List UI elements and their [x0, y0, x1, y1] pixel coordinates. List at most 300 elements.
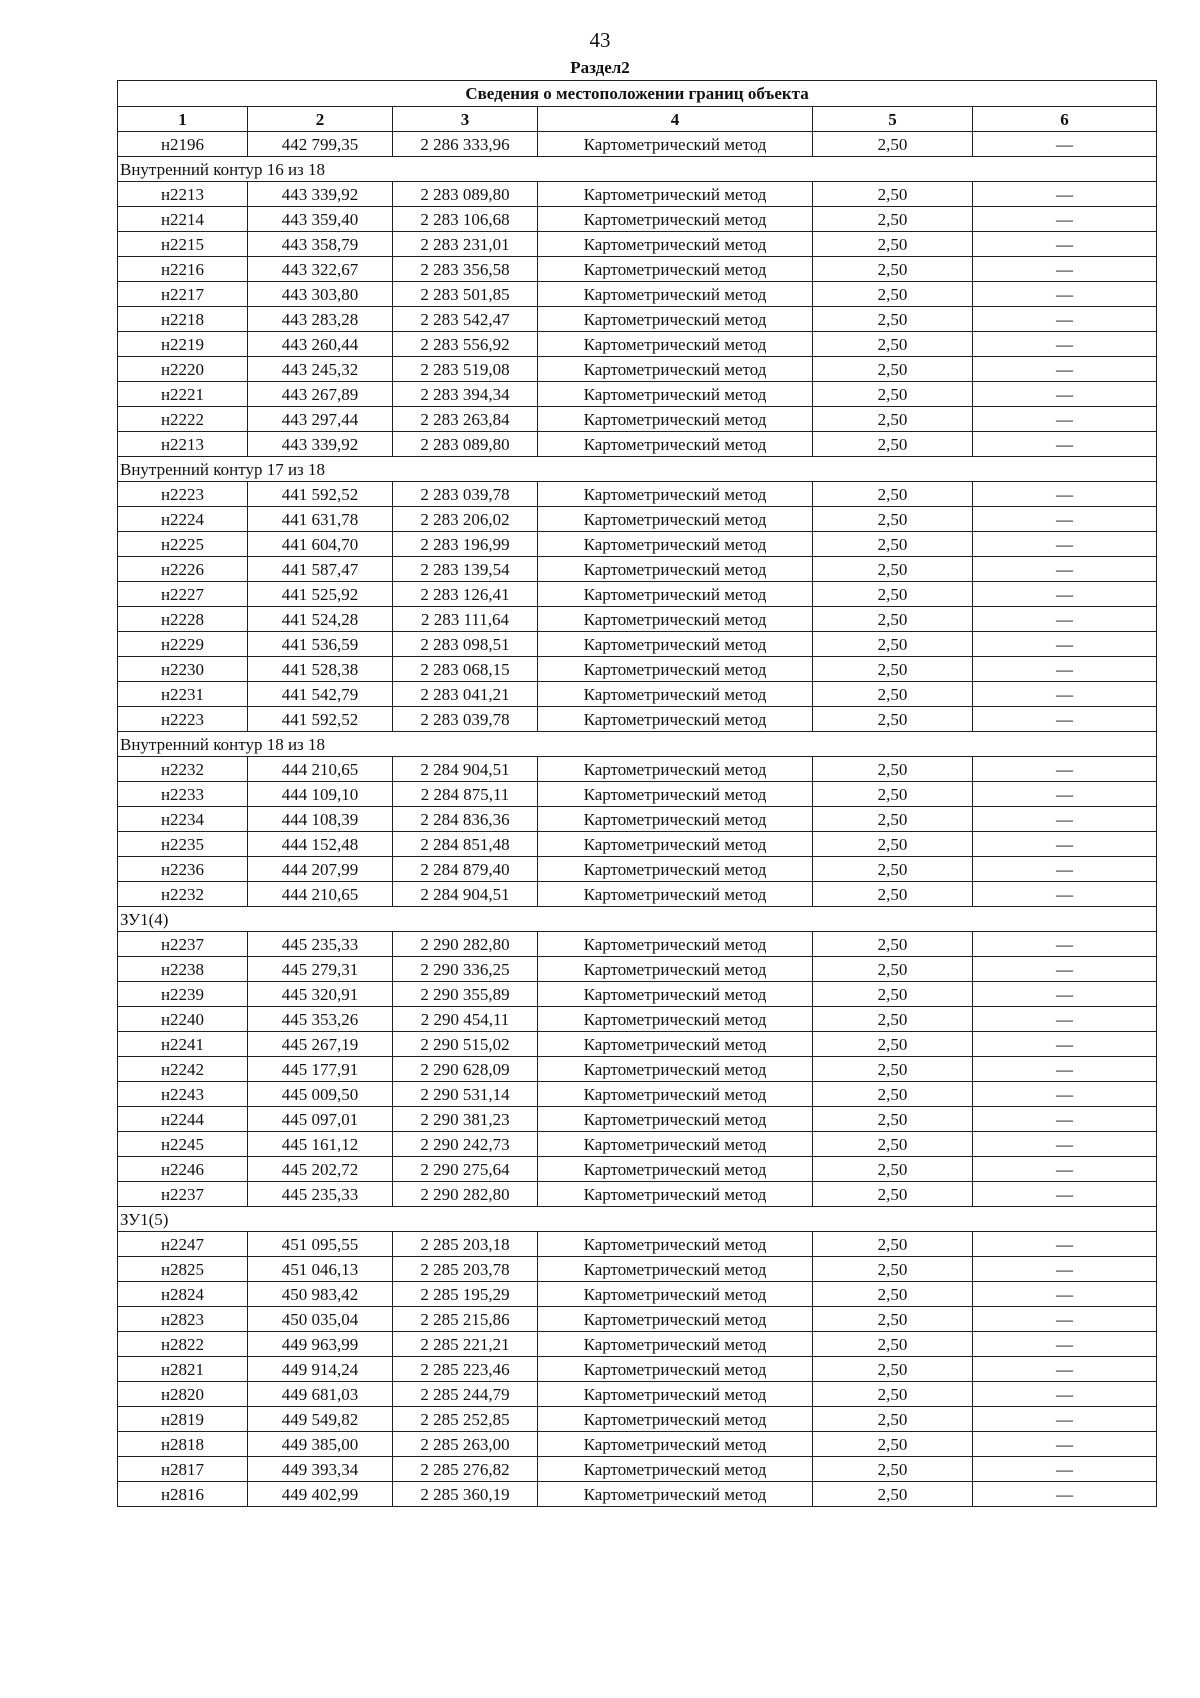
coord-y-cell: 2 283 089,80	[393, 432, 538, 457]
coord-x-cell: 441 587,47	[248, 557, 393, 582]
method-cell: Картометрический метод	[538, 307, 813, 332]
coord-x-cell: 443 339,92	[248, 182, 393, 207]
accuracy-cell: 2,50	[813, 1157, 973, 1182]
contour-group-row	[118, 1207, 1157, 1232]
coord-y-cell: 2 284 836,36	[393, 807, 538, 832]
method-cell: Картометрический метод	[538, 1257, 813, 1282]
note-cell: —	[973, 1107, 1157, 1132]
point-id-cell: н2236	[118, 857, 248, 882]
coord-y-cell: 2 283 206,02	[393, 507, 538, 532]
coord-y-cell: 2 290 531,14	[393, 1082, 538, 1107]
coord-y-cell: 2 284 879,40	[393, 857, 538, 882]
method-cell: Картометрический метод	[538, 182, 813, 207]
table-row	[118, 1257, 1157, 1282]
note-cell: —	[973, 1257, 1157, 1282]
coord-x-cell: 449 549,82	[248, 1407, 393, 1432]
note-cell: —	[973, 182, 1157, 207]
note-cell: —	[973, 1232, 1157, 1257]
method-cell: Картометрический метод	[538, 332, 813, 357]
note-cell: —	[973, 507, 1157, 532]
method-cell: Картометрический метод	[538, 507, 813, 532]
table-title: Сведения о местоположении границ объекта	[118, 81, 1157, 107]
method-cell: Картометрический метод	[538, 657, 813, 682]
accuracy-cell: 2,50	[813, 1082, 973, 1107]
table-row	[118, 1382, 1157, 1407]
method-cell: Картометрический метод	[538, 257, 813, 282]
point-id-cell: н2823	[118, 1307, 248, 1332]
note-cell: —	[973, 832, 1157, 857]
method-cell: Картометрический метод	[538, 782, 813, 807]
coord-x-cell: 450 983,42	[248, 1282, 393, 1307]
method-cell: Картометрический метод	[538, 1307, 813, 1332]
coord-x-cell: 451 095,55	[248, 1232, 393, 1257]
coord-x-cell: 443 283,28	[248, 307, 393, 332]
table-row	[118, 282, 1157, 307]
table-row	[118, 807, 1157, 832]
note-cell: —	[973, 1082, 1157, 1107]
point-id-cell: н2244	[118, 1107, 248, 1132]
table-row	[118, 1357, 1157, 1382]
table-row	[118, 982, 1157, 1007]
note-cell: —	[973, 257, 1157, 282]
accuracy-cell: 2,50	[813, 982, 973, 1007]
point-id-cell: н2245	[118, 1132, 248, 1157]
accuracy-cell: 2,50	[813, 682, 973, 707]
accuracy-cell: 2,50	[813, 632, 973, 657]
point-id-cell: н2820	[118, 1382, 248, 1407]
method-cell: Картометрический метод	[538, 707, 813, 732]
point-id-cell: н2241	[118, 1032, 248, 1057]
point-id-cell: н2213	[118, 432, 248, 457]
coord-x-cell: 445 177,91	[248, 1057, 393, 1082]
accuracy-cell: 2,50	[813, 207, 973, 232]
method-cell: Картометрический метод	[538, 1107, 813, 1132]
accuracy-cell: 2,50	[813, 257, 973, 282]
coord-x-cell: 441 592,52	[248, 707, 393, 732]
accuracy-cell: 2,50	[813, 807, 973, 832]
coord-y-cell: 2 285 263,00	[393, 1432, 538, 1457]
accuracy-cell: 2,50	[813, 532, 973, 557]
accuracy-cell: 2,50	[813, 1382, 973, 1407]
coord-y-cell: 2 283 356,58	[393, 257, 538, 282]
note-cell: —	[973, 557, 1157, 582]
point-id-cell: н2220	[118, 357, 248, 382]
coord-x-cell: 449 402,99	[248, 1482, 393, 1507]
point-id-cell: н2224	[118, 507, 248, 532]
point-id-cell: н2223	[118, 482, 248, 507]
note-cell: —	[973, 707, 1157, 732]
point-id-cell: н2221	[118, 382, 248, 407]
accuracy-cell: 2,50	[813, 482, 973, 507]
point-id-cell: н2225	[118, 532, 248, 557]
accuracy-cell: 2,50	[813, 582, 973, 607]
point-id-cell: н2824	[118, 1282, 248, 1307]
table-row	[118, 1332, 1157, 1357]
method-cell: Картометрический метод	[538, 407, 813, 432]
coord-y-cell: 2 285 252,85	[393, 1407, 538, 1432]
boundary-table	[117, 80, 1157, 1507]
coord-y-cell: 2 290 275,64	[393, 1157, 538, 1182]
coord-x-cell: 445 353,26	[248, 1007, 393, 1032]
column-header: 6	[973, 107, 1157, 132]
table-row	[118, 1057, 1157, 1082]
coord-y-cell: 2 283 556,92	[393, 332, 538, 357]
method-cell: Картометрический метод	[538, 682, 813, 707]
method-cell: Картометрический метод	[538, 382, 813, 407]
method-cell: Картометрический метод	[538, 357, 813, 382]
table-row	[118, 857, 1157, 882]
coord-y-cell: 2 290 628,09	[393, 1057, 538, 1082]
coord-y-cell: 2 283 039,78	[393, 707, 538, 732]
note-cell: —	[973, 1332, 1157, 1357]
column-header: 3	[393, 107, 538, 132]
coord-y-cell: 2 284 851,48	[393, 832, 538, 857]
note-cell: —	[973, 232, 1157, 257]
coord-x-cell: 441 592,52	[248, 482, 393, 507]
method-cell: Картометрический метод	[538, 132, 813, 157]
table-row	[118, 382, 1157, 407]
table-row	[118, 832, 1157, 857]
note-cell: —	[973, 307, 1157, 332]
note-cell: —	[973, 1407, 1157, 1432]
coord-x-cell: 441 604,70	[248, 532, 393, 557]
accuracy-cell: 2,50	[813, 1357, 973, 1382]
coord-y-cell: 2 285 195,29	[393, 1282, 538, 1307]
point-id-cell: н2219	[118, 332, 248, 357]
table-row	[118, 882, 1157, 907]
coord-x-cell: 441 528,38	[248, 657, 393, 682]
note-cell: —	[973, 1032, 1157, 1057]
accuracy-cell: 2,50	[813, 782, 973, 807]
point-id-cell: н2217	[118, 282, 248, 307]
method-cell: Картометрический метод	[538, 1007, 813, 1032]
table-row	[118, 1307, 1157, 1332]
coord-x-cell: 443 358,79	[248, 232, 393, 257]
point-id-cell: н2821	[118, 1357, 248, 1382]
table-row	[118, 682, 1157, 707]
note-cell: —	[973, 1007, 1157, 1032]
coord-y-cell: 2 283 139,54	[393, 557, 538, 582]
accuracy-cell: 2,50	[813, 332, 973, 357]
coord-y-cell: 2 290 282,80	[393, 1182, 538, 1207]
point-id-cell: н2825	[118, 1257, 248, 1282]
point-id-cell: н2240	[118, 1007, 248, 1032]
method-cell: Картометрический метод	[538, 582, 813, 607]
method-cell: Картометрический метод	[538, 1032, 813, 1057]
accuracy-cell: 2,50	[813, 557, 973, 582]
note-cell: —	[973, 282, 1157, 307]
method-cell: Картометрический метод	[538, 1082, 813, 1107]
note-cell: —	[973, 1457, 1157, 1482]
method-cell: Картометрический метод	[538, 857, 813, 882]
accuracy-cell: 2,50	[813, 1107, 973, 1132]
method-cell: Картометрический метод	[538, 1407, 813, 1432]
coord-x-cell: 445 279,31	[248, 957, 393, 982]
point-id-cell: н2243	[118, 1082, 248, 1107]
column-header: 1	[118, 107, 248, 132]
coord-y-cell: 2 290 454,11	[393, 1007, 538, 1032]
table-row	[118, 1282, 1157, 1307]
method-cell: Картометрический метод	[538, 1057, 813, 1082]
coord-x-cell: 450 035,04	[248, 1307, 393, 1332]
coord-y-cell: 2 283 542,47	[393, 307, 538, 332]
method-cell: Картометрический метод	[538, 532, 813, 557]
coord-y-cell: 2 283 196,99	[393, 532, 538, 557]
note-cell: —	[973, 1307, 1157, 1332]
point-id-cell: н2226	[118, 557, 248, 582]
note-cell: —	[973, 957, 1157, 982]
contour-group-row	[118, 732, 1157, 757]
accuracy-cell: 2,50	[813, 1307, 973, 1332]
coord-x-cell: 445 267,19	[248, 1032, 393, 1057]
coord-y-cell: 2 285 203,78	[393, 1257, 538, 1282]
method-cell: Картометрический метод	[538, 632, 813, 657]
table-row	[118, 1132, 1157, 1157]
accuracy-cell: 2,50	[813, 1282, 973, 1307]
table-row	[118, 582, 1157, 607]
point-id-cell: н2232	[118, 757, 248, 782]
method-cell: Картометрический метод	[538, 1157, 813, 1182]
coord-x-cell: 445 235,33	[248, 1182, 393, 1207]
table-row	[118, 632, 1157, 657]
coord-y-cell: 2 290 336,25	[393, 957, 538, 982]
accuracy-cell: 2,50	[813, 707, 973, 732]
accuracy-cell: 2,50	[813, 882, 973, 907]
accuracy-cell: 2,50	[813, 932, 973, 957]
note-cell: —	[973, 207, 1157, 232]
accuracy-cell: 2,50	[813, 857, 973, 882]
accuracy-cell: 2,50	[813, 507, 973, 532]
point-id-cell: н2235	[118, 832, 248, 857]
point-id-cell: н2230	[118, 657, 248, 682]
column-header: 4	[538, 107, 813, 132]
coord-y-cell: 2 290 381,23	[393, 1107, 538, 1132]
table-row	[118, 432, 1157, 457]
accuracy-cell: 2,50	[813, 1132, 973, 1157]
method-cell: Картометрический метод	[538, 1432, 813, 1457]
method-cell: Картометрический метод	[538, 1182, 813, 1207]
table-row	[118, 257, 1157, 282]
note-cell: —	[973, 632, 1157, 657]
note-cell: —	[973, 1057, 1157, 1082]
accuracy-cell: 2,50	[813, 1057, 973, 1082]
accuracy-cell: 2,50	[813, 307, 973, 332]
method-cell: Картометрический метод	[538, 832, 813, 857]
table-row	[118, 557, 1157, 582]
coord-x-cell: 443 359,40	[248, 207, 393, 232]
accuracy-cell: 2,50	[813, 432, 973, 457]
point-id-cell: н2233	[118, 782, 248, 807]
point-id-cell: н2222	[118, 407, 248, 432]
note-cell: —	[973, 532, 1157, 557]
coord-x-cell: 449 681,03	[248, 1382, 393, 1407]
note-cell: —	[973, 382, 1157, 407]
contour-group-row	[118, 157, 1157, 182]
note-cell: —	[973, 132, 1157, 157]
coord-x-cell: 441 525,92	[248, 582, 393, 607]
coord-x-cell: 441 524,28	[248, 607, 393, 632]
coord-x-cell: 444 152,48	[248, 832, 393, 857]
point-id-cell: н2216	[118, 257, 248, 282]
accuracy-cell: 2,50	[813, 757, 973, 782]
point-id-cell: н2214	[118, 207, 248, 232]
table-row	[118, 182, 1157, 207]
point-id-cell: н2231	[118, 682, 248, 707]
coord-x-cell: 449 393,34	[248, 1457, 393, 1482]
method-cell: Картометрический метод	[538, 932, 813, 957]
contour-group-label: Внутренний контур 17 из 18	[118, 457, 1157, 482]
coord-y-cell: 2 290 282,80	[393, 932, 538, 957]
coord-x-cell: 443 322,67	[248, 257, 393, 282]
accuracy-cell: 2,50	[813, 1457, 973, 1482]
coord-y-cell: 2 285 276,82	[393, 1457, 538, 1482]
coord-y-cell: 2 290 242,73	[393, 1132, 538, 1157]
accuracy-cell: 2,50	[813, 357, 973, 382]
column-header: 2	[248, 107, 393, 132]
coord-x-cell: 444 210,65	[248, 882, 393, 907]
point-id-cell: н2237	[118, 932, 248, 957]
table-row	[118, 482, 1157, 507]
method-cell: Картометрический метод	[538, 1232, 813, 1257]
method-cell: Картометрический метод	[538, 1332, 813, 1357]
coord-y-cell: 2 283 111,64	[393, 607, 538, 632]
point-id-cell: н2215	[118, 232, 248, 257]
note-cell: —	[973, 332, 1157, 357]
note-cell: —	[973, 582, 1157, 607]
table-row	[118, 1007, 1157, 1032]
column-header: 5	[813, 107, 973, 132]
note-cell: —	[973, 1482, 1157, 1507]
table-row	[118, 1482, 1157, 1507]
point-id-cell: н2223	[118, 707, 248, 732]
accuracy-cell: 2,50	[813, 1432, 973, 1457]
note-cell: —	[973, 357, 1157, 382]
accuracy-cell: 2,50	[813, 1232, 973, 1257]
coord-y-cell: 2 284 904,51	[393, 882, 538, 907]
coord-x-cell: 444 210,65	[248, 757, 393, 782]
coord-y-cell: 2 283 501,85	[393, 282, 538, 307]
note-cell: —	[973, 682, 1157, 707]
point-id-cell: н2228	[118, 607, 248, 632]
point-id-cell: н2213	[118, 182, 248, 207]
method-cell: Картометрический метод	[538, 607, 813, 632]
section-title: Раздел2	[570, 58, 630, 77]
accuracy-cell: 2,50	[813, 1482, 973, 1507]
coord-x-cell: 441 542,79	[248, 682, 393, 707]
method-cell: Картометрический метод	[538, 1382, 813, 1407]
accuracy-cell: 2,50	[813, 1407, 973, 1432]
note-cell: —	[973, 407, 1157, 432]
coord-x-cell: 444 108,39	[248, 807, 393, 832]
note-cell: —	[973, 1357, 1157, 1382]
point-id-cell: н2242	[118, 1057, 248, 1082]
point-id-cell: н2227	[118, 582, 248, 607]
coord-y-cell: 2 290 355,89	[393, 982, 538, 1007]
coord-y-cell: 2 283 126,41	[393, 582, 538, 607]
table-row	[118, 207, 1157, 232]
note-cell: —	[973, 1132, 1157, 1157]
accuracy-cell: 2,50	[813, 232, 973, 257]
table-row	[118, 1157, 1157, 1182]
table-row	[118, 707, 1157, 732]
coord-x-cell: 441 536,59	[248, 632, 393, 657]
table-row	[118, 307, 1157, 332]
accuracy-cell: 2,50	[813, 1332, 973, 1357]
page-number: 43	[589, 28, 611, 52]
method-cell: Картометрический метод	[538, 432, 813, 457]
table-row	[118, 932, 1157, 957]
coord-y-cell: 2 284 904,51	[393, 757, 538, 782]
coord-x-cell: 445 235,33	[248, 932, 393, 957]
table-row	[118, 657, 1157, 682]
coord-y-cell: 2 283 068,15	[393, 657, 538, 682]
point-id-cell: н2819	[118, 1407, 248, 1432]
point-id-cell: н2232	[118, 882, 248, 907]
coord-x-cell: 451 046,13	[248, 1257, 393, 1282]
point-id-cell: н2218	[118, 307, 248, 332]
note-cell: —	[973, 882, 1157, 907]
contour-group-row	[118, 457, 1157, 482]
method-cell: Картометрический метод	[538, 1357, 813, 1382]
note-cell: —	[973, 807, 1157, 832]
coord-x-cell: 449 963,99	[248, 1332, 393, 1357]
coord-y-cell: 2 285 203,18	[393, 1232, 538, 1257]
contour-group-label: ЗУ1(5)	[118, 1207, 1157, 1232]
point-id-cell: н2229	[118, 632, 248, 657]
coord-x-cell: 449 385,00	[248, 1432, 393, 1457]
method-cell: Картометрический метод	[538, 982, 813, 1007]
coord-y-cell: 2 283 231,01	[393, 232, 538, 257]
table-row	[118, 1432, 1157, 1457]
table-body	[118, 132, 1157, 1507]
accuracy-cell: 2,50	[813, 282, 973, 307]
method-cell: Картометрический метод	[538, 1482, 813, 1507]
table-row	[118, 607, 1157, 632]
method-cell: Картометрический метод	[538, 282, 813, 307]
coord-y-cell: 2 283 041,21	[393, 682, 538, 707]
method-cell: Картометрический метод	[538, 557, 813, 582]
accuracy-cell: 2,50	[813, 1032, 973, 1057]
note-cell: —	[973, 982, 1157, 1007]
coord-y-cell: 2 283 098,51	[393, 632, 538, 657]
method-cell: Картометрический метод	[538, 957, 813, 982]
point-id-cell: н2818	[118, 1432, 248, 1457]
coord-y-cell: 2 285 215,86	[393, 1307, 538, 1332]
coord-x-cell: 445 202,72	[248, 1157, 393, 1182]
coord-x-cell: 444 207,99	[248, 857, 393, 882]
column-header-row	[118, 107, 1157, 132]
accuracy-cell: 2,50	[813, 832, 973, 857]
note-cell: —	[973, 607, 1157, 632]
coord-x-cell: 443 303,80	[248, 282, 393, 307]
note-cell: —	[973, 1382, 1157, 1407]
table-row	[118, 957, 1157, 982]
coord-x-cell: 441 631,78	[248, 507, 393, 532]
method-cell: Картометрический метод	[538, 882, 813, 907]
coord-y-cell: 2 283 106,68	[393, 207, 538, 232]
coord-y-cell: 2 285 221,21	[393, 1332, 538, 1357]
note-cell: —	[973, 1282, 1157, 1307]
contour-group-label: ЗУ1(4)	[118, 907, 1157, 932]
method-cell: Картометрический метод	[538, 1132, 813, 1157]
coord-x-cell: 442 799,35	[248, 132, 393, 157]
coord-x-cell: 443 297,44	[248, 407, 393, 432]
note-cell: —	[973, 1182, 1157, 1207]
point-id-cell: н2239	[118, 982, 248, 1007]
method-cell: Картометрический метод	[538, 232, 813, 257]
table-row	[118, 1107, 1157, 1132]
contour-group-row	[118, 907, 1157, 932]
